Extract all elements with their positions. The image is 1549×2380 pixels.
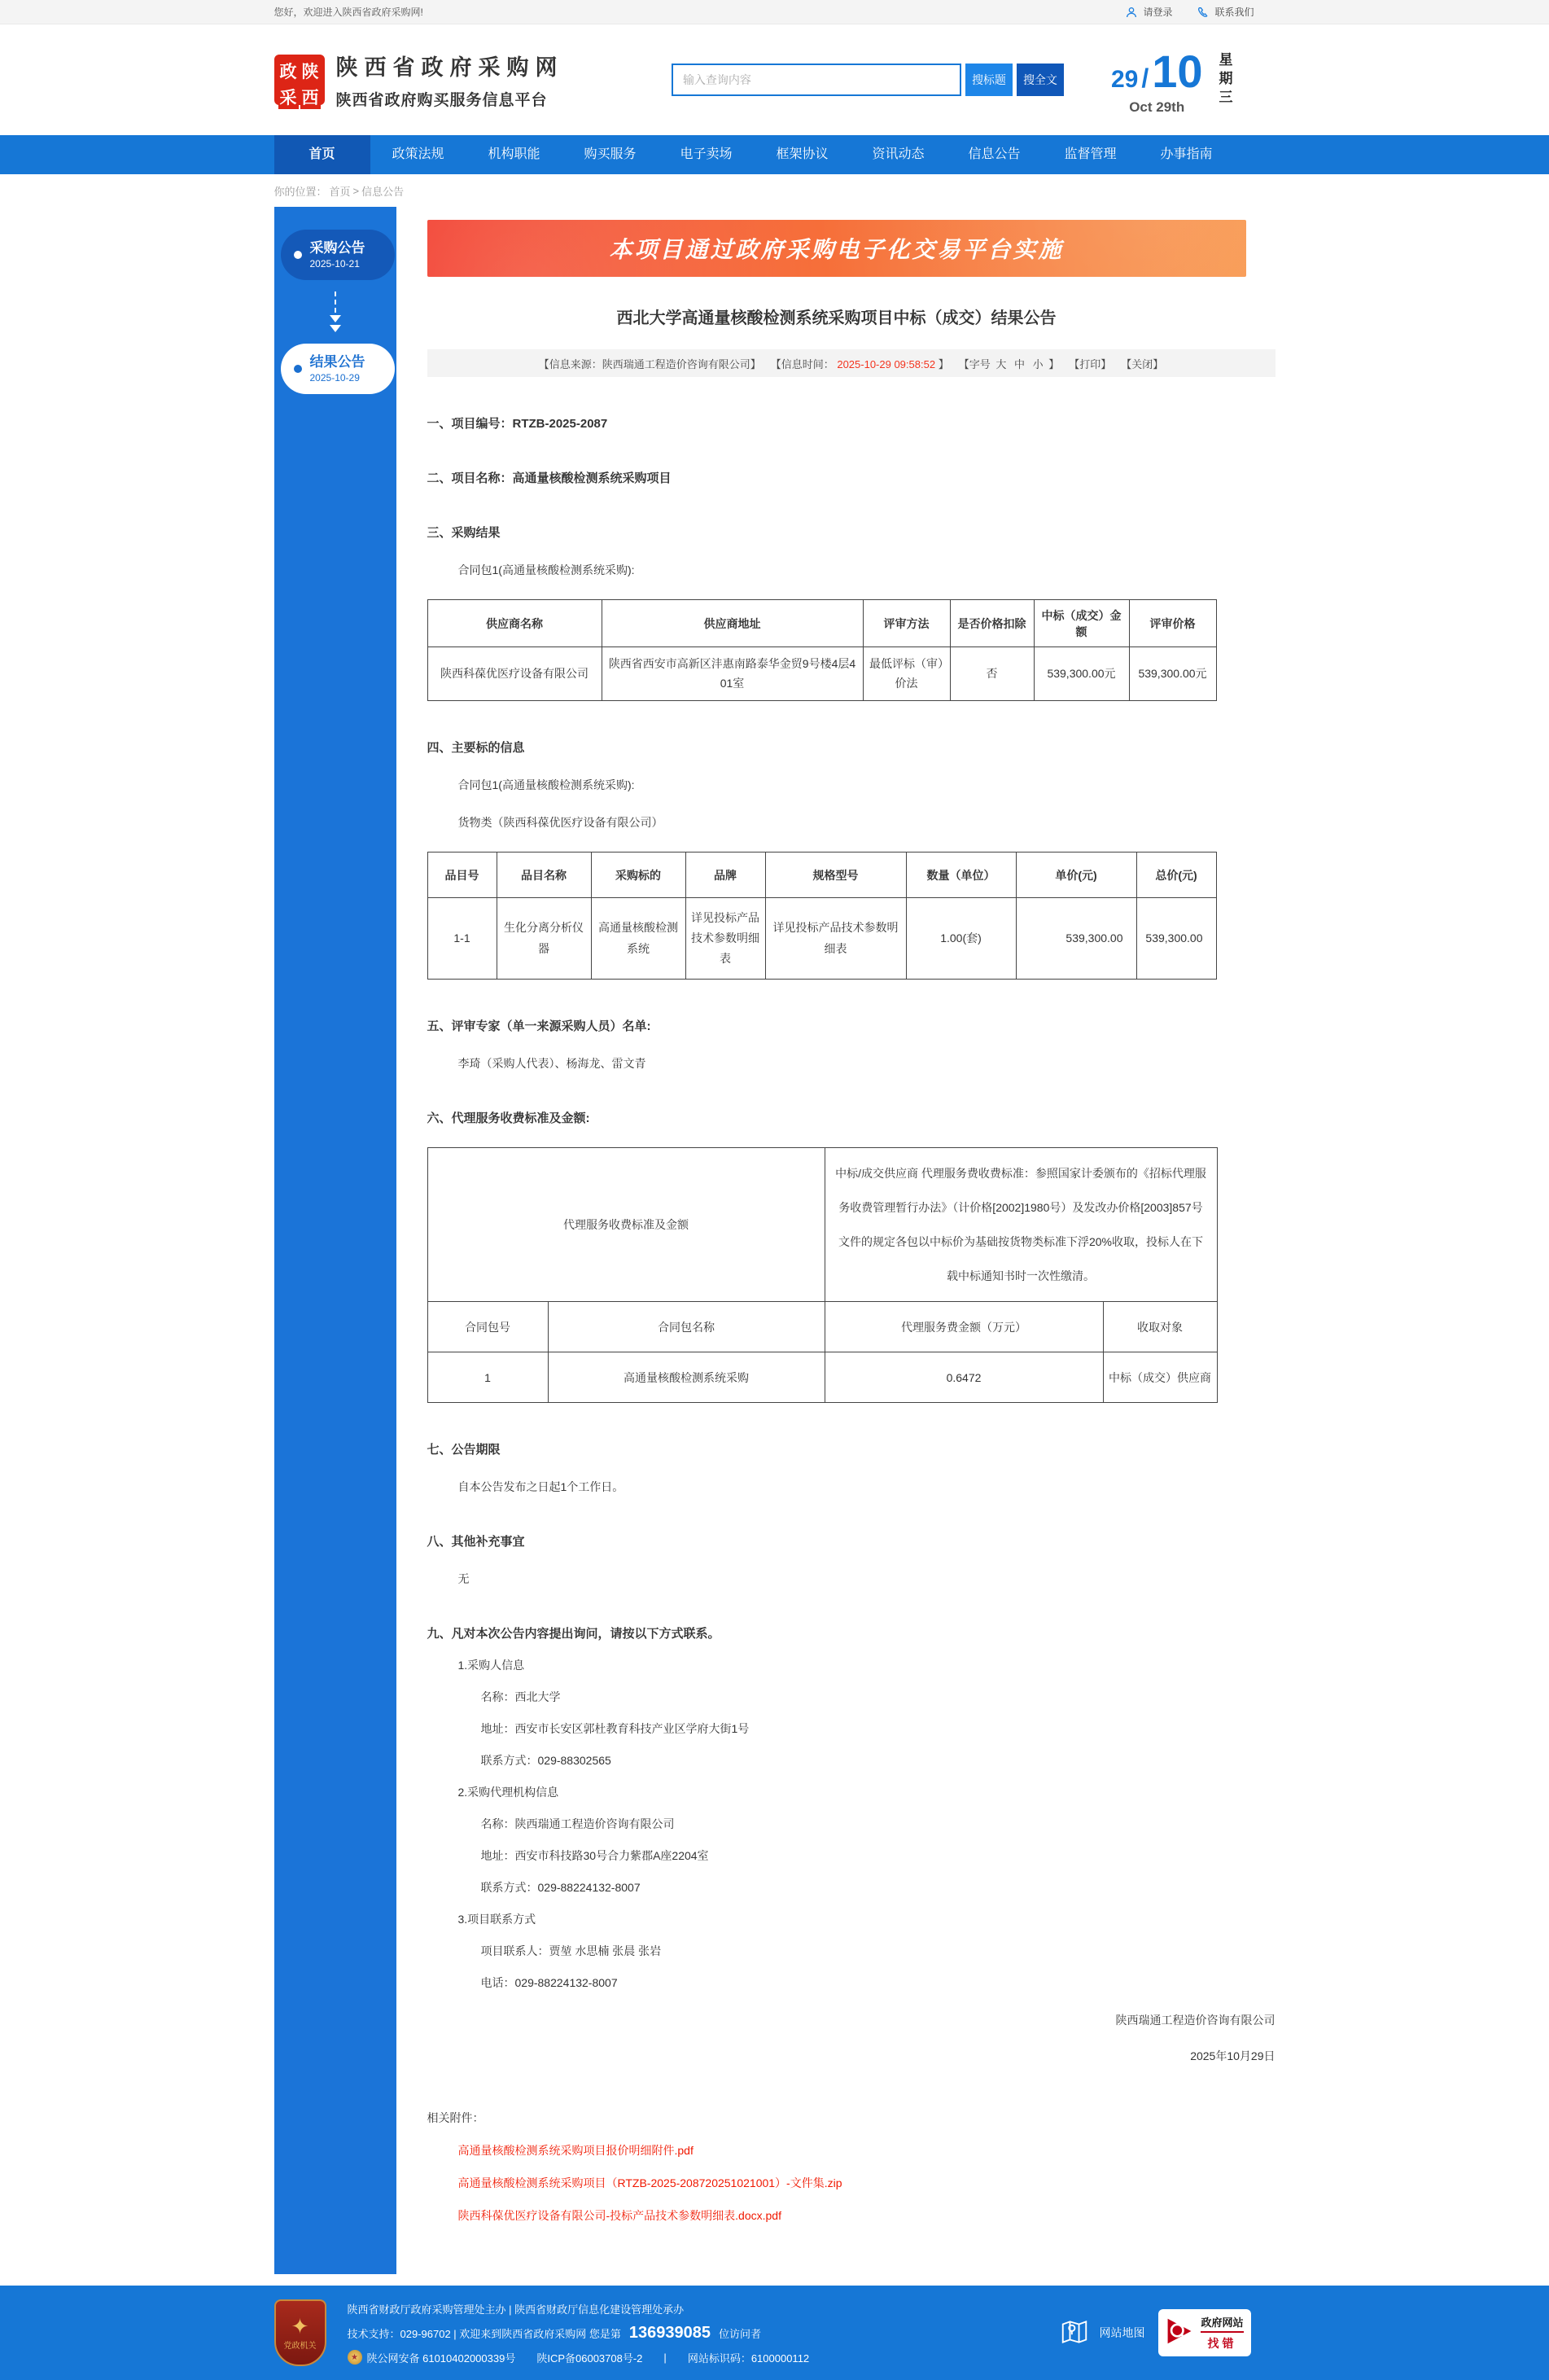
table-header-cell: 评审价格	[1129, 600, 1216, 647]
section-1-heading: 一、项目编号：RTZB-2025-2087	[427, 417, 608, 431]
flag-magnifier-icon	[1165, 2316, 1194, 2350]
attachments-label: 相关附件：	[427, 2111, 484, 2124]
section-5-heading: 五、评审专家（单一来源采购人员）名单:	[427, 1019, 651, 1033]
fee-amount-cell: 0.6472	[825, 1352, 1103, 1403]
review-method-cell: 最低评标（审）价法	[863, 647, 950, 701]
section-3-heading: 三、采购结果	[427, 526, 501, 540]
buyer-contact-line: 联系方式：029-88302565	[480, 1754, 611, 1767]
attachment-link[interactable]: 高通量核酸检测系统采购项目报价明细附件.pdf	[457, 2144, 694, 2157]
quantity-cell: 1.00(套)	[906, 898, 1016, 980]
visitor-count: 136939085	[628, 2323, 711, 2342]
attachment-link[interactable]: 高通量核酸检测系统采购项目（RTZB-2025-208720251021001）-文件集.zip	[457, 2176, 842, 2189]
arrow-down-dashed-icon	[274, 291, 396, 332]
fee-standard-row	[427, 1148, 1217, 1302]
review-price-cell: 539,300.00元	[1129, 647, 1216, 701]
nav-item-home[interactable]: 首页	[274, 135, 370, 174]
category-line: 货物类（陕西科葆优医疗设备有限公司）	[457, 816, 663, 829]
sitemap-link[interactable]: 网站地图	[1059, 2316, 1145, 2350]
item-name-cell: 生化分离分析仪器	[497, 898, 591, 980]
article	[396, 207, 1276, 2274]
fontsize-large-button[interactable]: 大	[995, 357, 1007, 370]
breadcrumb-current-link[interactable]: 信息公告	[361, 185, 405, 198]
fee-desc-cell: 中标/成交供应商 代理服务费收费标准：参照国家计委颁布的《招标代理服务收费管理暂行办法》（计价格[2002]1980号）及发改办价格[2003]857号文件的规定各包以中标价为基础按货物类标准下浮20%收取，投标人在下载中标通知书时一次性缴清。	[825, 1148, 1217, 1302]
table-header-row	[427, 1302, 1217, 1352]
meta-time-value: 2025-10-29 09:58:52	[837, 357, 936, 370]
page-title: 西北大学高通量核酸检测系统采购项目中标（成交）结果公告	[616, 309, 1057, 327]
nav-item-e-marketplace[interactable]: 电子卖场	[680, 147, 733, 161]
project-contact-title: 3.项目联系方式	[457, 1913, 536, 1926]
table-header-cell: 规格型号	[765, 853, 906, 898]
package-no-cell: 1	[427, 1352, 548, 1403]
header	[0, 24, 1549, 135]
nav-item-policies[interactable]: 政策法规	[392, 147, 444, 161]
subject-table	[427, 852, 1217, 980]
footer	[0, 2286, 1549, 2380]
national-emblem-icon: ★	[348, 2350, 362, 2365]
project-contacts-line: 项目联系人：贾堃 水思楠 张晨 张岩	[480, 1944, 662, 1957]
section-9-heading: 九、凡对本次公告内容提出询问，请按以下方式联系。	[427, 1627, 720, 1641]
agent-address-line: 地址：西安市科技路30号合力紫郡A座2204室	[480, 1849, 709, 1862]
table-row	[427, 898, 1216, 980]
login-label: 请登录	[1143, 7, 1173, 18]
user-icon	[1125, 6, 1138, 19]
nav-item-guide[interactable]: 办事指南	[1160, 147, 1213, 161]
sidebar-item-procurement-announcement[interactable]: 采购公告 2025-10-21	[281, 230, 395, 280]
article-meta-bar	[427, 349, 1276, 377]
party-gov-shield-icon: ✦ 党政机关	[274, 2299, 326, 2366]
supplier-address-cell: 陕西省西安市高新区沣惠南路泰华金贸9号楼4层401室	[602, 647, 863, 701]
agent-info-title: 2.采购代理机构信息	[457, 1786, 559, 1799]
meta-fontsize: 【字号 大 中 小 】	[958, 357, 1060, 370]
agent-contact-line: 联系方式：029-88224132-8007	[480, 1881, 641, 1894]
table-header-row	[427, 600, 1216, 647]
nav-item-supervision[interactable]: 监督管理	[1064, 147, 1117, 161]
search-input[interactable]	[672, 64, 961, 96]
project-phone-line: 电话：029-88224132-8007	[480, 1976, 618, 1989]
section-7-heading: 七、公告期限	[427, 1443, 501, 1457]
bullet-dot-icon	[294, 365, 302, 373]
site-title: 陕西省政府采购网	[335, 55, 564, 80]
nav-item-framework[interactable]: 框架协议	[776, 147, 829, 161]
buyer-name-line: 名称：西北大学	[480, 1690, 561, 1703]
table-header-cell: 合同包名称	[548, 1302, 825, 1352]
table-header-cell: 是否价格扣除	[950, 600, 1034, 647]
section-6-heading: 六、代理服务收费标准及金额:	[427, 1111, 590, 1125]
table-header-cell: 代理服务费金额（万元）	[825, 1302, 1103, 1352]
supplier-name-cell: 陕西科葆优医疗设备有限公司	[427, 647, 602, 701]
error-report-badge[interactable]: 政府网站 找错	[1158, 2309, 1251, 2356]
date-day: 29	[1110, 65, 1139, 93]
experts-line: 李琦（采购人代表）、杨海龙、雷文青	[457, 1057, 646, 1070]
item-no-cell: 1-1	[427, 898, 497, 980]
nav-item-functions[interactable]: 机构职能	[488, 147, 540, 161]
topbar	[0, 0, 1549, 24]
table-header-cell: 评审方法	[863, 600, 950, 647]
search-fulltext-button[interactable]: 搜全文	[1017, 64, 1064, 96]
buyer-address-line: 地址：西安市长安区郭杜教育科技产业区学府大街1号	[480, 1722, 750, 1735]
table-row	[427, 647, 1216, 701]
table-header-cell: 品牌	[685, 853, 765, 898]
award-amount-cell: 539,300.00元	[1034, 647, 1129, 701]
table-header-cell: 品目名称	[497, 853, 591, 898]
footer-organizer-line: 陕西省财政厅政府采购管理处主办 | 陕西省财政厅信息化建设管理处承办	[347, 2303, 685, 2316]
fee-payer-cell: 中标（成交）供应商	[1103, 1352, 1217, 1403]
print-button[interactable]: 【打印】	[1069, 357, 1112, 370]
content	[274, 207, 1276, 2274]
subject-cell: 高通量核酸检测系统	[591, 898, 685, 980]
main-nav	[0, 135, 1549, 174]
other-matters-line: 无	[457, 1572, 470, 1585]
brand	[274, 50, 564, 110]
breadcrumb-home-link[interactable]: 首页	[329, 185, 351, 198]
sidebar-item-result-announcement[interactable]: 结果公告 2025-10-29	[281, 344, 395, 394]
fontsize-small-button[interactable]: 小	[1032, 357, 1044, 370]
close-button[interactable]: 【关闭】	[1121, 357, 1164, 370]
login-link[interactable]	[1125, 5, 1172, 19]
meta-source: 【信息来源：陕西瑞通工程造价咨询有限公司】	[538, 357, 761, 370]
nav-item-news[interactable]: 资讯动态	[872, 147, 925, 161]
nav-item-purchase-services[interactable]: 购买服务	[584, 147, 637, 161]
site-identifier: 网站标识码：6100000112	[687, 2352, 810, 2365]
date-english: Oct 29th	[1129, 99, 1185, 115]
table-header-cell: 收取对象	[1103, 1302, 1217, 1352]
contact-label: 联系我们	[1214, 7, 1254, 18]
platform-banner: 本项目通过政府采购电子化交易平台实施	[427, 220, 1246, 277]
table-row	[427, 1352, 1217, 1403]
table-header-cell: 采购标的	[591, 853, 685, 898]
section-8-heading: 八、其他补充事宜	[427, 1535, 525, 1549]
agent-name-line: 名称：陕西瑞通工程造价咨询有限公司	[480, 1817, 675, 1830]
contact-link[interactable]	[1197, 5, 1254, 19]
site-subtitle: 陕西省政府购买服务信息平台	[335, 92, 548, 109]
fee-label-cell: 代理服务收费标准及金额	[427, 1148, 825, 1302]
nav-item-announcements[interactable]: 信息公告	[968, 147, 1021, 161]
welcome-text: 您好，欢迎进入陕西省政府采购网!	[273, 7, 423, 18]
footer-support-line: 技术支持：029-96702 | 欢迎来到陕西省政府采购网 您是第 136939085 位访问者	[347, 2323, 762, 2342]
phone-icon	[1197, 6, 1210, 19]
search-title-button[interactable]: 搜标题	[965, 64, 1013, 96]
fontsize-medium-button[interactable]: 中	[1013, 357, 1025, 370]
agency-fee-table	[427, 1147, 1218, 1403]
table-header-cell: 供应商地址	[602, 600, 863, 647]
signature-company: 陕西瑞通工程造价咨询有限公司	[1115, 2014, 1276, 2027]
table-header-cell: 品目号	[427, 853, 497, 898]
section-2-heading: 二、项目名称：高通量核酸检测系统采购项目	[427, 471, 672, 485]
table-header-cell: 中标（成交）金额	[1034, 600, 1129, 647]
announcement-period-line: 自本公告发布之日起1个工作日。	[457, 1480, 624, 1493]
date-month: 10	[1152, 45, 1203, 97]
price-deduction-cell: 否	[950, 647, 1034, 701]
site-logo-seal[interactable]: 政 陕 采 西	[274, 55, 325, 105]
unit-price-cell: 539,300.00	[1016, 898, 1136, 980]
table-header-row	[427, 853, 1216, 898]
date-weekday: 星期三	[1216, 51, 1232, 108]
icp-filing[interactable]: 陕ICP备06003708号-2	[536, 2352, 643, 2365]
section-4-heading: 四、主要标的信息	[427, 741, 525, 755]
package-name-cell: 高通量核酸检测系统采购	[548, 1352, 825, 1403]
footer-registration-line: ★ 陕公网安备 61010402000339号 陕ICP备06003708号-2 | 网站标识码：6100000112	[348, 2350, 810, 2365]
result-table	[427, 599, 1217, 701]
public-security-filing[interactable]: 陕公网安备 61010402000339号	[366, 2352, 516, 2365]
package-line: 合同包1(高通量核酸检测系统采购):	[457, 563, 635, 576]
meta-time: 【信息时间： 2025-10-29 09:58:52 】	[770, 357, 949, 370]
package-line: 合同包1(高通量核酸检测系统采购):	[457, 778, 635, 791]
bullet-dot-icon	[294, 251, 302, 259]
attachment-link[interactable]: 陕西科葆优医疗设备有限公司-投标产品技术参数明细表.docx.pdf	[457, 2209, 781, 2222]
table-header-cell: 供应商名称	[427, 600, 602, 647]
sidebar	[274, 207, 396, 2274]
signature-date: 2025年10月29日	[1190, 2049, 1276, 2062]
table-header-cell: 数量（单位）	[906, 853, 1016, 898]
buyer-info-title: 1.采购人信息	[457, 1659, 525, 1672]
spec-cell: 详见投标产品技术参数明细表	[765, 898, 906, 980]
table-header-cell: 总价(元)	[1136, 853, 1216, 898]
search-bar	[672, 64, 1064, 96]
map-icon	[1059, 2316, 1090, 2350]
table-header-cell: 合同包号	[427, 1302, 548, 1352]
brand-cell: 详见投标产品技术参数明细表	[685, 898, 765, 980]
date-display: 29 / 10 Oct 29th 星期三	[1111, 45, 1276, 116]
breadcrumb-prefix: 你的位置：	[273, 185, 327, 198]
breadcrumb: 你的位置： 首页 > 信息公告	[273, 184, 405, 198]
total-price-cell: 539,300.00	[1136, 898, 1216, 980]
table-header-cell: 单价(元)	[1016, 853, 1136, 898]
